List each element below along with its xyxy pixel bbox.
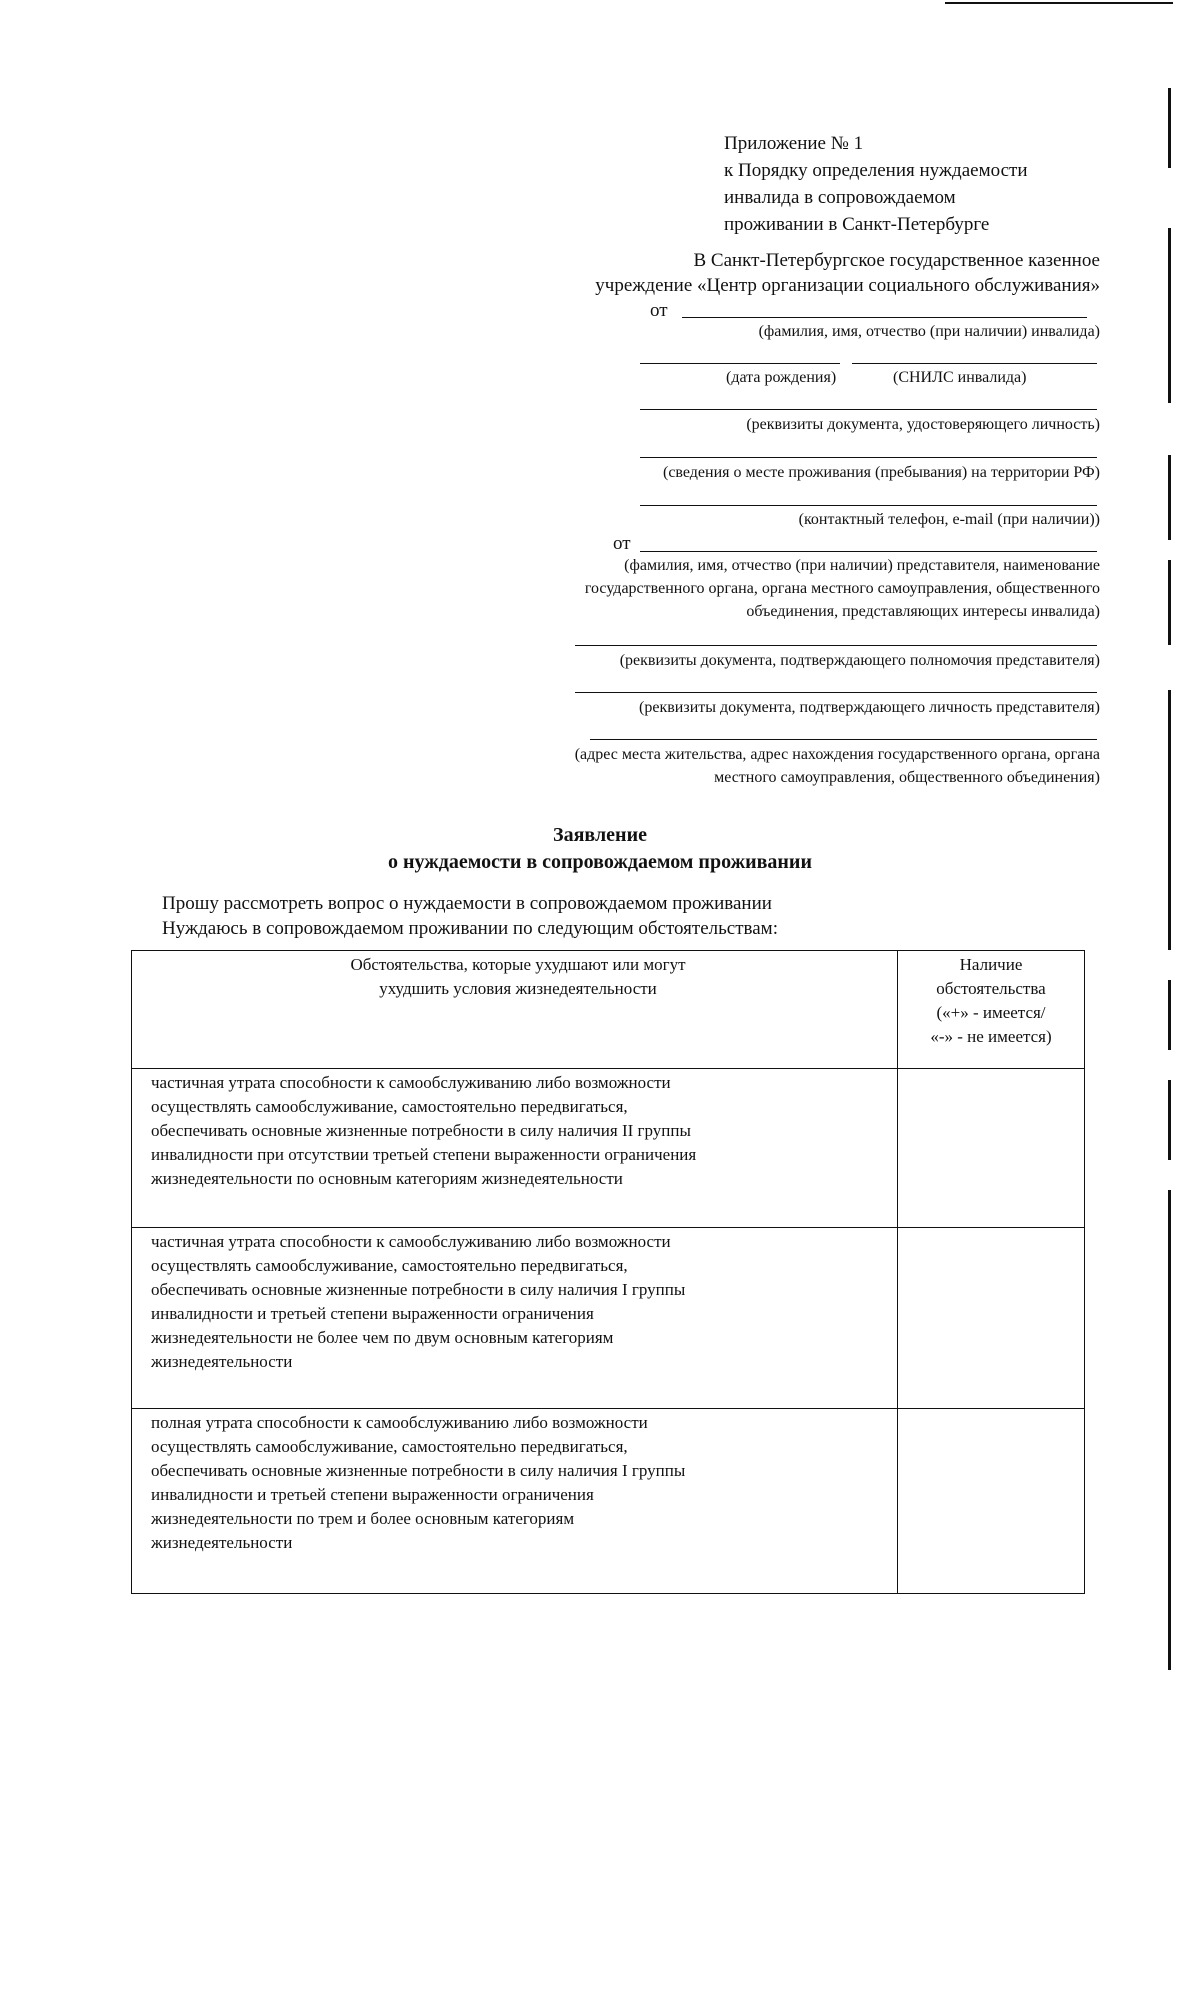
table-row (132, 1228, 1085, 1409)
header-text: ухудшить условия жизнедеятельности (379, 979, 657, 998)
header-presence (898, 951, 1085, 1069)
representative-fio-field[interactable] (640, 551, 1097, 552)
header-text: «-» - не имеется) (930, 1027, 1052, 1046)
scan-edge-top (945, 2, 1173, 4)
authority-document-field[interactable] (575, 645, 1097, 646)
circumstance-text: жизнедеятельности (151, 1352, 293, 1371)
circumstance-text: обеспечивать основные жизненные потребности в силу наличия II группы (151, 1121, 691, 1140)
table-row (132, 1409, 1085, 1594)
representative-fio-hint: объединения, представляющих интересы инвалида) (746, 603, 1100, 620)
circumstance-text: осуществлять самообслуживание, самостоятельно передвигаться, (151, 1256, 628, 1275)
circumstance-text: обеспечивать основные жизненные потребности в силу наличия I группы (151, 1461, 686, 1480)
scan-edge-right-5 (1168, 690, 1171, 950)
residence-hint: (сведения о месте проживания (пребывания) на территории РФ) (663, 464, 1100, 481)
statement-title: Заявление (553, 824, 647, 846)
presence-mark-cell[interactable] (898, 1409, 1085, 1594)
header-circumstances (132, 951, 898, 1069)
circumstance-cell (132, 1069, 898, 1228)
snils-hint: (СНИЛС инвалида) (893, 369, 1027, 386)
addressee-line: В Санкт-Петербургское государственное казенное (693, 250, 1100, 271)
appendix-ref-line: инвалида в сопровождаемом (724, 187, 956, 208)
circumstances-table (131, 950, 1085, 1594)
representative-id-hint: (реквизиты документа, подтверждающего личность представителя) (639, 699, 1100, 716)
header-text: («+» - имеется/ (936, 1003, 1046, 1022)
table-row (132, 1069, 1085, 1228)
header-text: Обстоятельства, которые ухудшают или могут (350, 955, 686, 974)
representative-fio-hint: (фамилия, имя, отчество (при наличии) представителя, наименование (624, 557, 1100, 574)
circumstance-text: жизнедеятельности по основным категориям жизнедеятельности (151, 1169, 623, 1188)
scan-edge-right-2 (1168, 228, 1171, 403)
applicant-fio-field[interactable] (682, 317, 1087, 318)
table-header-row (132, 951, 1085, 1069)
circumstance-text: жизнедеятельности не более чем по двум основным категориям (151, 1328, 614, 1347)
contact-field[interactable] (640, 505, 1097, 506)
scan-edge-right-4 (1168, 560, 1171, 645)
circumstance-text: обеспечивать основные жизненные потребности в силу наличия I группы (151, 1280, 686, 1299)
statement-body-line: Нуждаюсь в сопровождаемом проживании по следующим обстоятельствам: (162, 918, 778, 939)
circumstance-text: жизнедеятельности по трем и более основным категориям (151, 1509, 575, 1528)
contact-hint: (контактный телефон, e-mail (при наличии)) (798, 511, 1100, 528)
birth-date-hint: (дата рождения) (726, 369, 837, 386)
circumstance-cell (132, 1409, 898, 1594)
authority-document-hint: (реквизиты документа, подтверждающего полномочия представителя) (619, 652, 1100, 669)
presence-mark-cell[interactable] (898, 1069, 1085, 1228)
representative-id-field[interactable] (575, 692, 1097, 693)
circumstance-text: осуществлять самообслуживание, самостоятельно передвигаться, (151, 1097, 628, 1116)
appendix-ref-line: проживании в Санкт-Петербурге (724, 214, 990, 235)
statement-subtitle: о нуждаемости в сопровождаемом проживании (388, 851, 812, 873)
scan-edge-right-1 (1168, 88, 1171, 168)
appendix-ref-line: к Порядку определения нуждаемости (724, 160, 1028, 181)
id-document-hint: (реквизиты документа, удостоверяющего личность) (746, 416, 1100, 433)
circumstance-text: инвалидности при отсутствии третьей степени выраженности ограничения (151, 1145, 697, 1164)
header-text: Наличие (959, 955, 1023, 974)
circumstance-text: инвалидности и третьей степени выраженности ограничения (151, 1485, 594, 1504)
header-text: обстоятельства (936, 979, 1046, 998)
circumstance-text: осуществлять самообслуживание, самостоятельно передвигаться, (151, 1437, 628, 1456)
address-field[interactable] (590, 739, 1097, 740)
id-document-field[interactable] (640, 409, 1097, 410)
presence-mark-cell[interactable] (898, 1228, 1085, 1409)
circumstance-text: полная утрата способности к самообслуживанию либо возможности (151, 1413, 648, 1432)
applicant-fio-hint: (фамилия, имя, отчество (при наличии) инвалида) (758, 323, 1100, 340)
statement-body-line: Прошу рассмотреть вопрос о нуждаемости в сопровождаемом проживании (162, 893, 772, 914)
birth-date-field[interactable] (640, 363, 840, 364)
circumstance-text: частичная утрата способности к самообслуживанию либо возможности (151, 1232, 671, 1251)
circumstance-text: жизнедеятельности (151, 1533, 293, 1552)
from-label: от (650, 300, 668, 321)
address-hint: местного самоуправления, общественного объединения) (714, 769, 1100, 786)
address-hint: (адрес места жительства, адрес нахождения государственного органа, органа (574, 746, 1100, 763)
addressee-line: учреждение «Центр организации социального обслуживания» (595, 275, 1100, 296)
appendix-number: Приложение № 1 (724, 133, 864, 154)
representative-from-label: от (613, 533, 631, 554)
circumstance-text: инвалидности и третьей степени выраженности ограничения (151, 1304, 594, 1323)
circumstance-text: частичная утрата способности к самообслуживанию либо возможности (151, 1073, 671, 1092)
scan-edge-right-6 (1168, 980, 1171, 1050)
residence-field[interactable] (640, 457, 1097, 458)
scan-edge-right-8 (1168, 1190, 1171, 1670)
circumstance-cell (132, 1228, 898, 1409)
representative-fio-hint: государственного органа, органа местного самоуправления, общественного (584, 580, 1100, 597)
snils-field[interactable] (852, 363, 1097, 364)
scan-edge-right-3 (1168, 455, 1171, 540)
scan-edge-right-7 (1168, 1080, 1171, 1160)
